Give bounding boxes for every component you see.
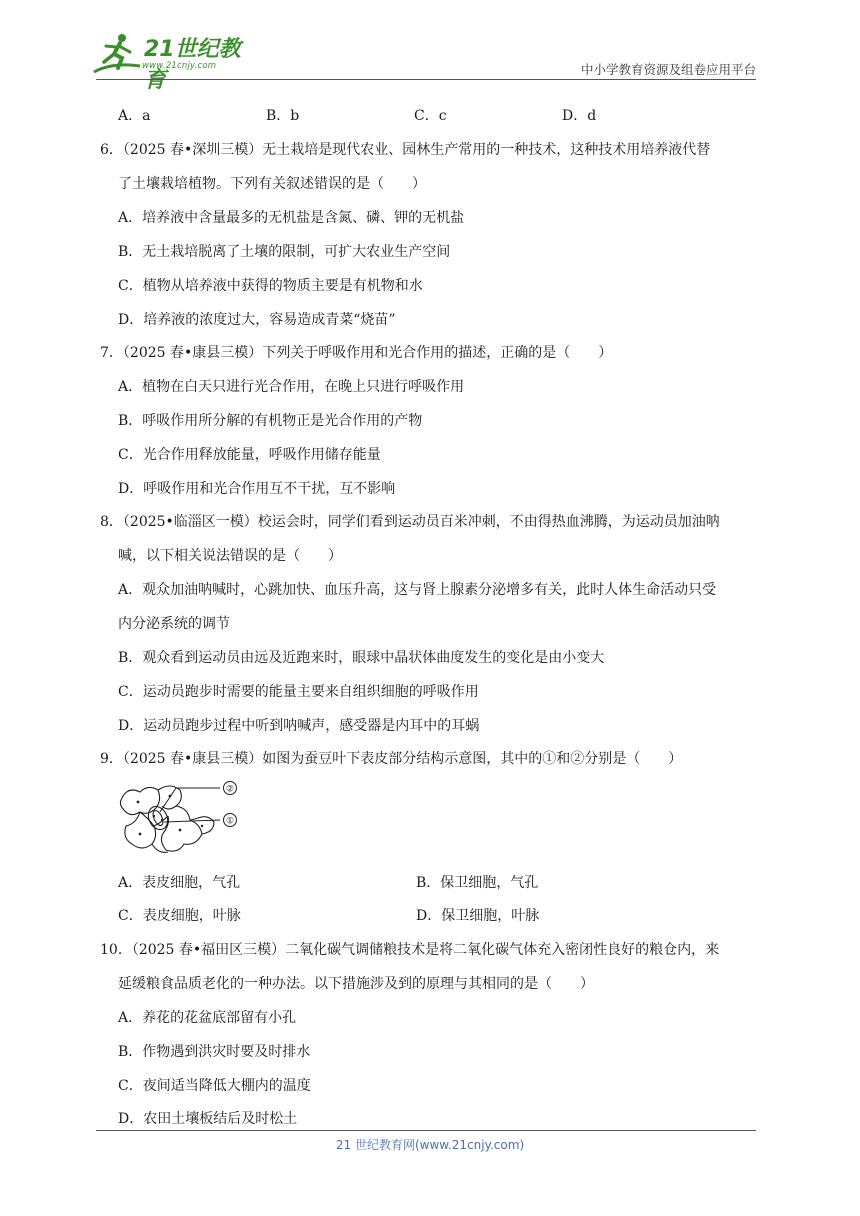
q7-option-b: B．呼吸作用所分解的有机物正是光合作用的产物	[118, 413, 423, 429]
header-divider	[96, 79, 756, 80]
q8-option-a-line1: A．观众加油呐喊时，心跳加快、血压升高，这与肾上腺素分泌增多有关，此时人体生命活动只受	[118, 582, 717, 598]
q10-stem-line2: 延缓粮食品质老化的一种办法。以下措施涉及到的原理与其相同的是（ ）	[118, 976, 594, 992]
q8-option-a-line2: 内分泌系统的调节	[118, 616, 230, 632]
q5-option-d: D．d	[562, 108, 597, 124]
q6-option-d: D．培养液的浓度过大，容易造成青菜“烧苗”	[118, 312, 396, 328]
q9-option-b: B．保卫细胞，气孔	[416, 875, 539, 891]
q9-option-c: C．表皮细胞，叶脉	[118, 908, 241, 924]
q9-option-a: A．表皮细胞，气孔	[118, 875, 241, 891]
q5-option-b: B．b	[266, 108, 300, 124]
runner-logo-icon	[92, 32, 144, 78]
q6-option-a: A．培养液中含量最多的无机盐是含氮、磷、钾的无机盐	[118, 210, 465, 226]
q6-stem-line1: 6．（2025 春•深圳三模）无土栽培是现代农业、园林生产常用的一种技术，这种技术用培养液代替	[100, 142, 711, 158]
q7-option-a: A．植物在白天只进行光合作用，在晚上只进行呼吸作用	[118, 379, 465, 395]
logo-title: 21世纪教育	[144, 37, 241, 93]
q7-option-c: C．光合作用释放能量，呼吸作用储存能量	[118, 447, 381, 463]
q10-stem-line1: 10．（2025 春•福田区三模）二氧化碳气调储粮技术是将二氧化碳气体充入密闭性良好的粮仓内，来	[100, 942, 720, 958]
q9-option-d: D．保卫细胞，叶脉	[416, 908, 540, 924]
q6-option-b: B．无土栽培脱离了土壤的限制，可扩大农业生产空间	[118, 244, 451, 260]
site-logo	[92, 32, 262, 93]
fig-label-1: ①	[225, 816, 235, 827]
q8-stem-line2: 喊，以下相关说法错误的是（ ）	[118, 548, 342, 564]
q8-option-d: D．运动员跑步过程中听到呐喊声，感受器是内耳中的耳蜗	[118, 718, 480, 734]
page-header	[0, 0, 860, 93]
q10-option-b: B．作物遇到洪灾时要及时排水	[118, 1044, 311, 1060]
q10-option-c: C．夜间适当降低大棚内的温度	[118, 1078, 311, 1094]
q10-option-d: D．农田土壤板结后及时松土	[118, 1111, 298, 1127]
footer-divider	[96, 1130, 756, 1131]
q8-stem-line1: 8．（2025•临淄区一模）校运会时，同学们看到运动员百米冲刺，不由得热血沸腾，为运动员加油呐	[100, 514, 720, 530]
header-platform-text: 中小学教育资源及组卷应用平台	[580, 62, 756, 77]
q6-stem-line2: 了土壤栽培植物。下列有关叙述错误的是（ ）	[118, 176, 426, 192]
logo-url: www.21cnjy.com	[142, 61, 217, 71]
fig-label-2: ②	[225, 784, 235, 795]
q10-option-a: A．养花的花盆底部留有小孔	[118, 1010, 297, 1026]
footer-text: 21 世纪教育网(www.21cnjy.com)	[335, 1138, 525, 1152]
q5-option-a: A．a	[118, 108, 151, 124]
leaf-epidermis-figure	[118, 778, 246, 860]
q8-option-b: B．观众看到运动员由远及近跑来时，眼球中晶状体曲度发生的变化是由小变大	[118, 650, 605, 666]
leaf-epidermis-diagram	[118, 778, 246, 860]
q5-option-c: C．c	[414, 108, 447, 124]
q7-stem-line1: 7．（2025 春•康县三模）下列关于呼吸作用和光合作用的描述，正确的是（ ）	[100, 345, 613, 361]
q7-option-d: D．呼吸作用和光合作用互不干扰，互不影响	[118, 481, 396, 497]
q6-option-c: C．植物从培养液中获得的物质主要是有机物和水	[118, 278, 423, 294]
q8-option-c: C．运动员跑步时需要的能量主要来自组织细胞的呼吸作用	[118, 684, 479, 700]
q9-stem-line1: 9．（2025 春•康县三模）如图为蚕豆叶下表皮部分结构示意图，其中的①和②分别是（ ）	[100, 751, 683, 767]
